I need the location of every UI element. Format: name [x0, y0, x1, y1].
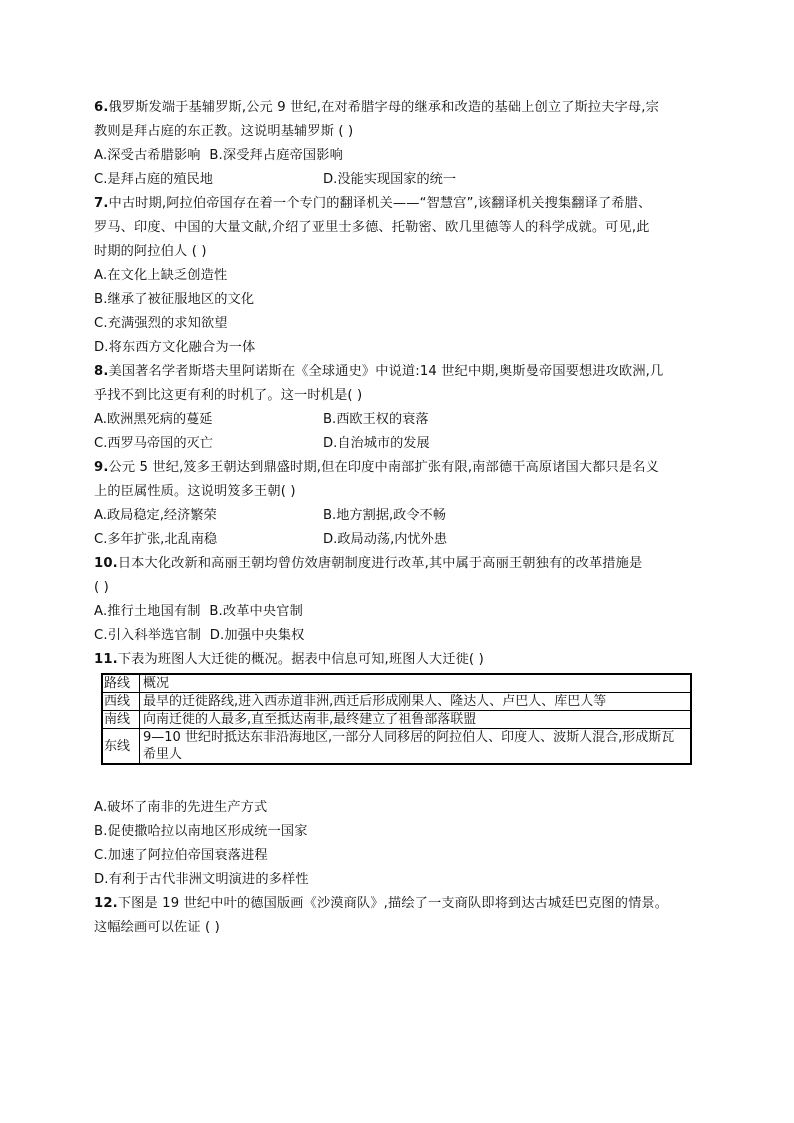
q7-line3: 时期的阿拉伯人 ( ) — [94, 244, 207, 259]
q9-options-cd — [94, 531, 794, 549]
q10-option-d[interactable]: D.加强中央集权 — [209, 628, 305, 643]
q9-options-ab — [94, 507, 794, 525]
q9-number: 9. — [94, 460, 109, 475]
q8-options-ab — [94, 411, 794, 429]
q8-line1 — [94, 363, 663, 381]
q6-text: 俄罗斯发端于基辅罗斯,公元 9 世纪,在对希腊字母的继承和改造的基础上创立了斯拉夫字母,宗 — [108, 100, 659, 115]
q6-number: 6. — [94, 100, 109, 115]
q10-options-ab — [94, 603, 303, 621]
q7-option-c[interactable]: C.充满强烈的求知欲望 — [94, 316, 228, 331]
q6-option-a[interactable]: A.深受古希腊影响 — [94, 148, 201, 163]
q7-line1 — [94, 195, 651, 213]
q8-option-d[interactable]: D.自治城市的发展 — [323, 436, 430, 451]
q9-line2: 上的臣属性质。这说明笈多王朝( ) — [94, 484, 296, 499]
q6-line2: 教则是拜占庭的东正教。这说明基辅罗斯 ( ) — [94, 124, 354, 139]
q10-option-b[interactable]: B.改革中央官制 — [209, 604, 303, 619]
table-cell-summary: 最早的迁徙路线,进入西赤道非洲,西迁后形成刚果人、隆达人、卢巴人、库巴人等 — [140, 693, 692, 711]
q11-option-d[interactable]: D.有利于古代非洲文明演进的多样性 — [94, 872, 309, 887]
table-row — [102, 729, 691, 765]
q8-line2: 乎找不到比这更有利的时机了。这一时机是( ) — [94, 388, 363, 403]
q8-text: 美国著名学者斯塔夫里阿诺斯在《全球通史》中说道:14 世纪中期,奥斯曼帝国要想进攻欧洲,几 — [108, 364, 664, 379]
q11-option-a[interactable]: A.破坏了南非的先进生产方式 — [94, 800, 268, 815]
table-cell-route: 东线 — [102, 729, 140, 765]
q11-option-c[interactable]: C.加速了阿拉伯帝国衰落进程 — [94, 848, 268, 863]
q12-line1 — [94, 895, 668, 913]
q9-line1 — [94, 459, 659, 477]
q7-option-d[interactable]: D.将东西方文化融合为一体 — [94, 340, 256, 355]
q6-option-b[interactable]: B.深受拜占庭帝国影响 — [209, 148, 343, 163]
q8-option-a[interactable]: A.欧洲黑死病的蔓延 — [94, 412, 213, 427]
q10-line1 — [94, 555, 642, 573]
q10-number: 10. — [94, 556, 118, 571]
q6-line1 — [94, 99, 659, 117]
q11-line1 — [94, 651, 484, 669]
q7-number: 7. — [94, 196, 109, 211]
q8-option-b[interactable]: B.西欧王权的衰落 — [323, 412, 429, 427]
q11-text: 下表为班图人大迁徙的概况。据表中信息可知,班图人大迁徙( ) — [117, 652, 484, 667]
table-cell-route: 南线 — [102, 711, 140, 729]
q11-number: 11. — [94, 652, 118, 667]
q8-number: 8. — [94, 364, 109, 379]
table-header-cell: 概况 — [140, 674, 692, 693]
q7-option-a[interactable]: A.在文化上缺乏创造性 — [94, 268, 228, 283]
q10-line2: ( ) — [94, 580, 109, 595]
table-header-row — [102, 674, 691, 693]
q7-option-b[interactable]: B.继承了被征服地区的文化 — [94, 292, 255, 307]
q6-option-c[interactable]: C.是拜占庭的殖民地 — [94, 172, 213, 187]
q9-text: 公元 5 世纪,笈多王朝达到鼎盛时期,但在印度中南部扩张有限,南部德干高原诸国大都只是名义 — [108, 460, 659, 475]
table-row — [102, 693, 691, 711]
q6-options-ab — [94, 147, 343, 165]
table-cell-route: 西线 — [102, 693, 140, 711]
table-cell-summary: 向南迁徙的人最多,直至抵达南非,最终建立了祖鲁部落联盟 — [140, 711, 692, 729]
table-row — [102, 711, 691, 729]
q12-text: 下图是 19 世纪中叶的德国版画《沙漠商队》,描绘了一支商队即将到达古城廷巴克图的情景。 — [117, 896, 669, 911]
q7-text: 中古时期,阿拉伯帝国存在着一个专门的翻译机关——“智慧宫”,该翻译机关搜集翻译了希腊、 — [108, 196, 652, 211]
q9-option-c[interactable]: C.多年扩张,北乱南稳 — [94, 532, 218, 547]
q6-option-d[interactable]: D.没能实现国家的统一 — [323, 172, 457, 187]
q7-line2: 罗马、印度、中国的大量文献,介绍了亚里士多德、托勒密、欧几里德等人的科学成就。可见,此 — [94, 220, 650, 235]
q10-option-c[interactable]: C.引入科举选官制 — [94, 628, 202, 643]
q10-options-cd — [94, 627, 304, 645]
q8-options-cd — [94, 435, 794, 453]
q9-option-b[interactable]: B.地方割据,政令不畅 — [323, 508, 446, 523]
q9-option-d[interactable]: D.政局动荡,内忧外患 — [323, 532, 448, 547]
table-cell-summary: 9—10 世纪时抵达东非沿海地区,一部分人同移居的阿拉伯人、印度人、波斯人混合,形成斯瓦希里人 — [140, 729, 692, 765]
migration-table — [101, 673, 692, 765]
q12-number: 12. — [94, 896, 118, 911]
q6-options-cd — [94, 171, 794, 189]
q8-option-c[interactable]: C.西罗马帝国的灭亡 — [94, 436, 213, 451]
q12-line2: 这幅绘画可以佐证 ( ) — [94, 920, 220, 935]
q10-text: 日本大化改新和高丽王朝均曾仿效唐朝制度进行改革,其中属于高丽王朝独有的改革措施是 — [117, 556, 643, 571]
q11-option-b[interactable]: B.促使撒哈拉以南地区形成统一国家 — [94, 824, 308, 839]
q10-option-a[interactable]: A.推行土地国有制 — [94, 604, 201, 619]
q9-option-a[interactable]: A.政局稳定,经济繁荣 — [94, 508, 217, 523]
table-header-cell: 路线 — [102, 674, 140, 693]
